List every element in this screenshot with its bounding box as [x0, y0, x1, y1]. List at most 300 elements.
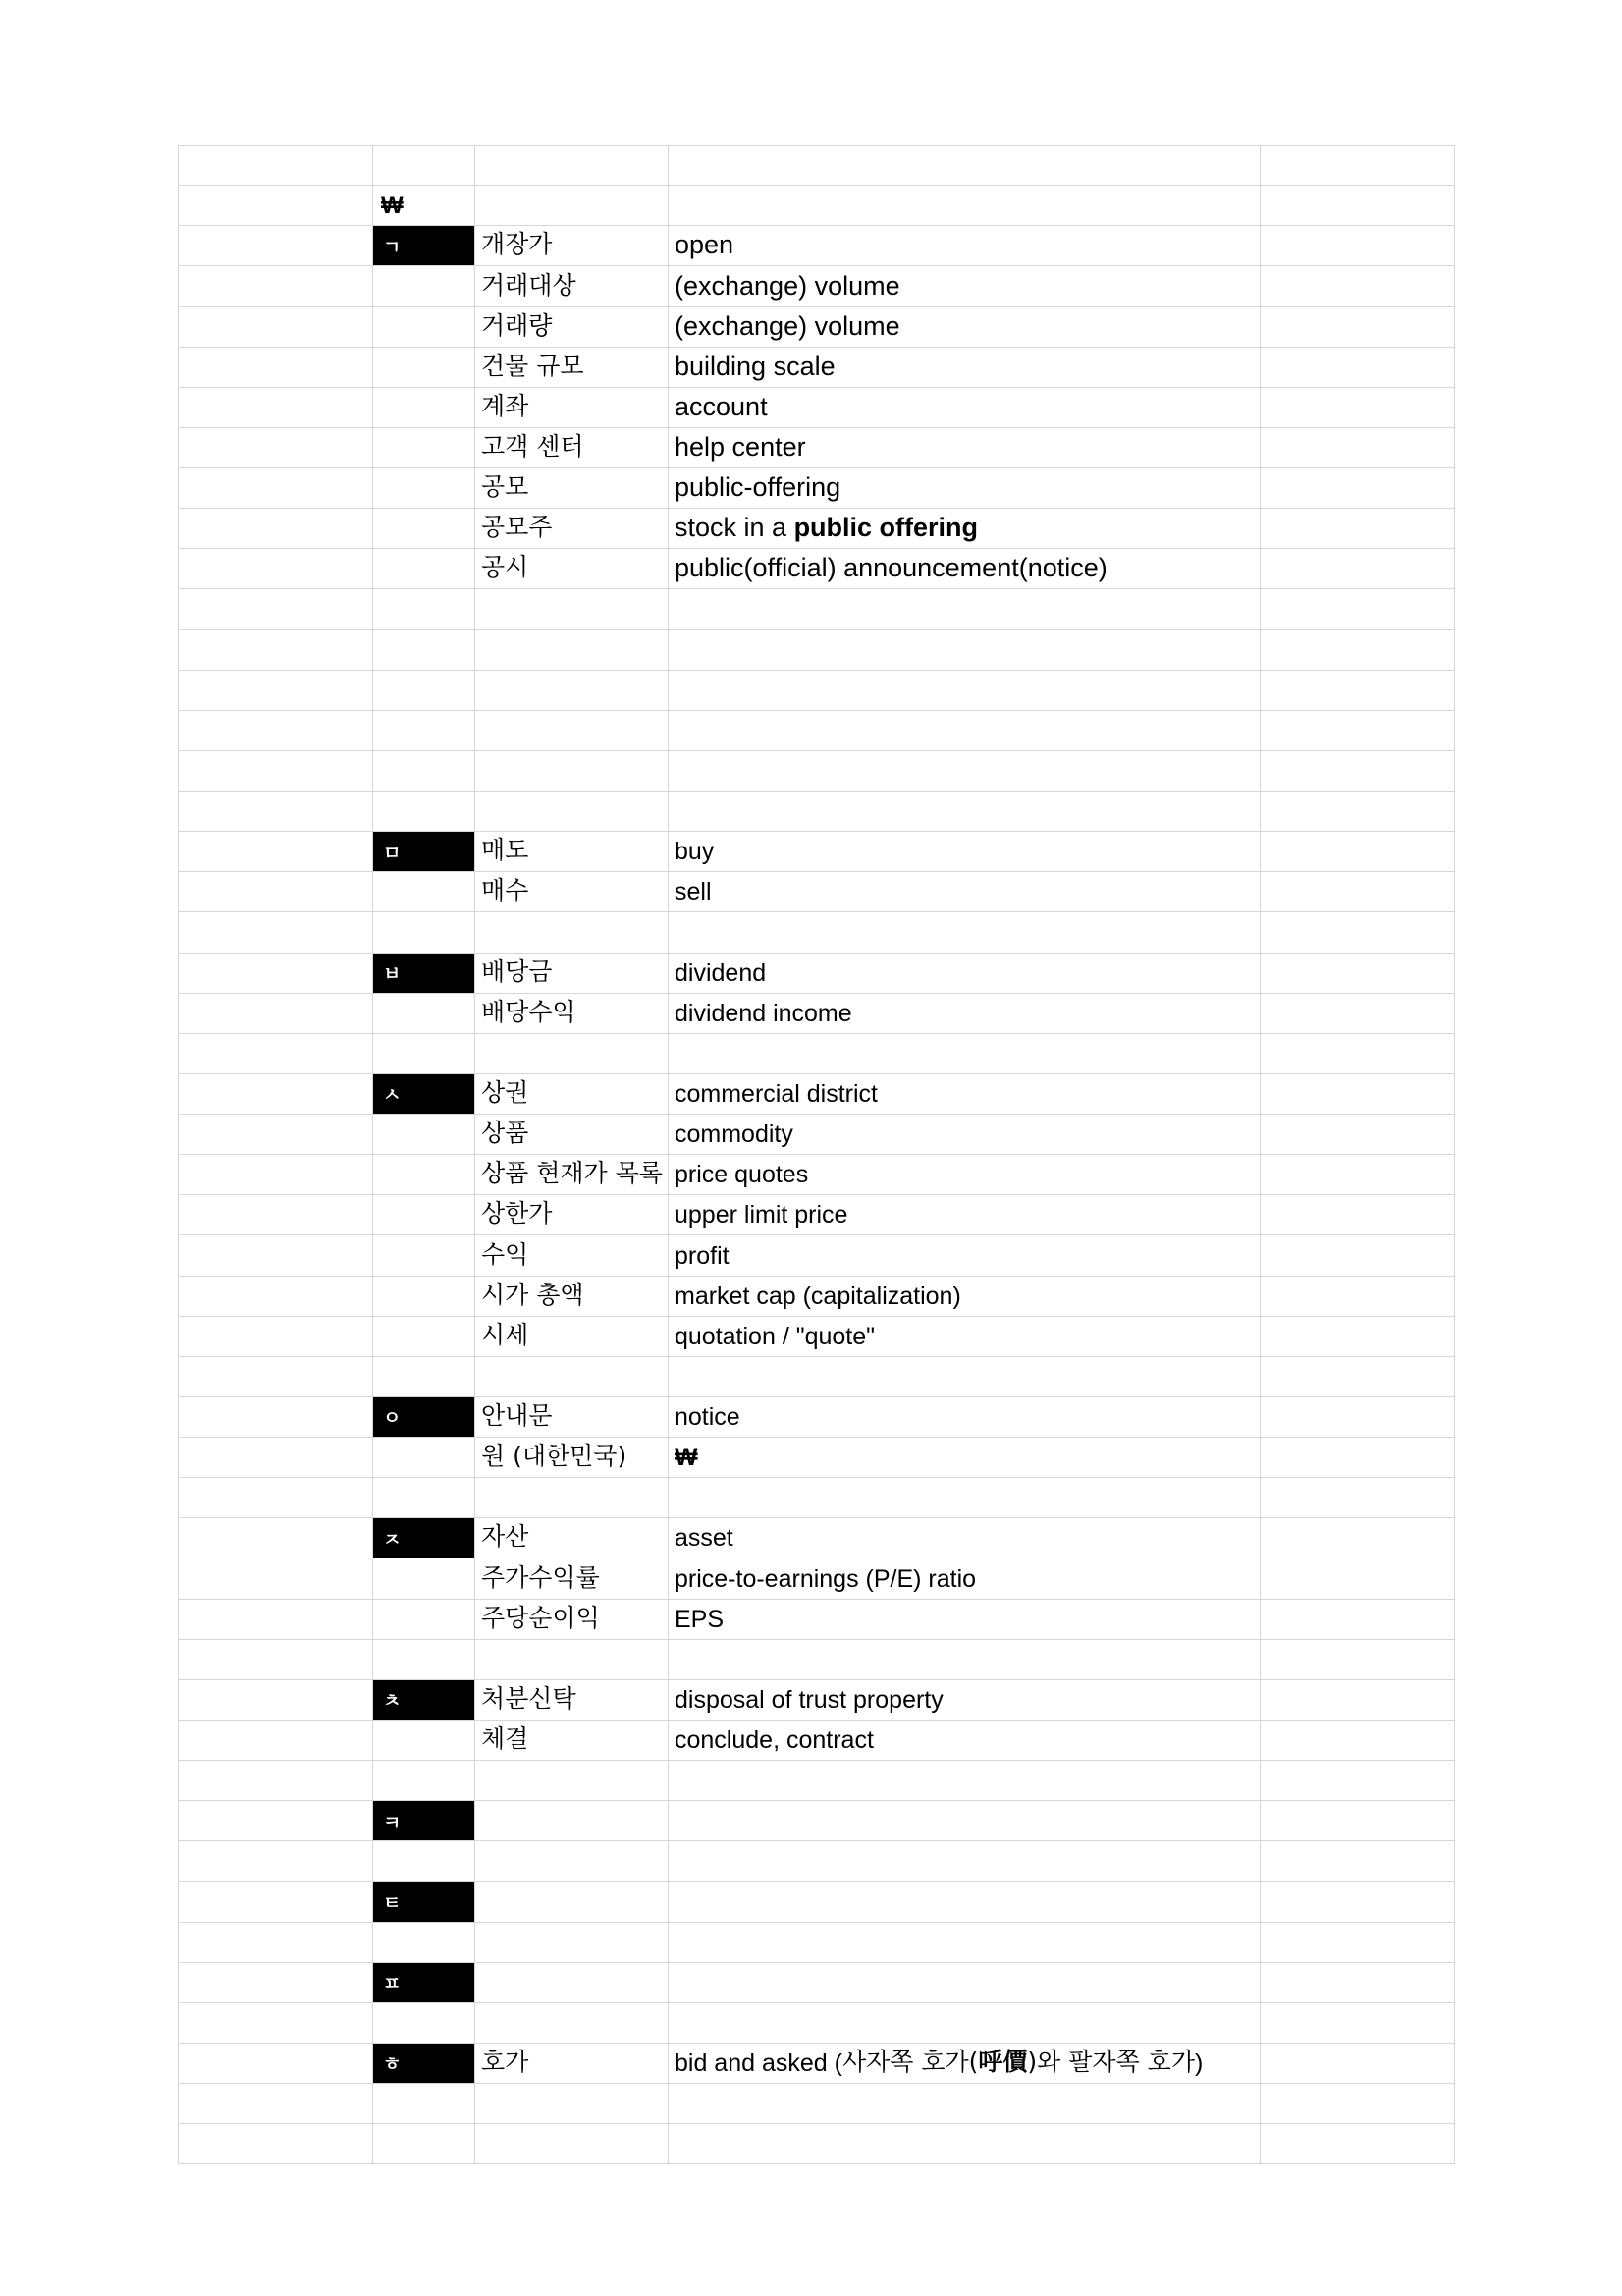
- term-cell[interactable]: [475, 1478, 669, 1518]
- term-cell[interactable]: [475, 1721, 669, 1761]
- grid-cell[interactable]: [178, 1518, 373, 1558]
- term-cell[interactable]: [475, 1277, 669, 1317]
- term-cell[interactable]: [475, 1841, 669, 1882]
- grid-cell[interactable]: [1261, 549, 1455, 589]
- consonant-label: ㅈ: [383, 1528, 402, 1551]
- meaning-cell[interactable]: [669, 711, 1261, 751]
- grid-cell[interactable]: [1261, 1558, 1455, 1599]
- grid-cell[interactable]: [1261, 711, 1455, 751]
- grid-cell[interactable]: [178, 1882, 373, 1922]
- grid-cell[interactable]: [178, 1074, 373, 1115]
- grid-cell[interactable]: [1261, 1034, 1455, 1074]
- korean-term: 고객 센터: [481, 432, 584, 461]
- meaning-cell[interactable]: [669, 549, 1261, 589]
- table-row: [178, 671, 1455, 711]
- english-meaning: stock in a: [675, 513, 794, 543]
- meaning-cell[interactable]: [669, 428, 1261, 468]
- table-row: [178, 2124, 1455, 2164]
- meaning-cell[interactable]: [669, 348, 1261, 388]
- initial-consonant-header[interactable]: [373, 2044, 475, 2084]
- grid-cell[interactable]: [1261, 145, 1455, 186]
- grid-cell[interactable]: [1261, 872, 1455, 912]
- korean-term: 주당순이익: [481, 1603, 600, 1632]
- grid-cell[interactable]: [178, 954, 373, 994]
- meaning-cell[interactable]: [669, 872, 1261, 912]
- grid-cell[interactable]: [1261, 751, 1455, 792]
- grid-cell[interactable]: [373, 2084, 475, 2124]
- table-row: [178, 549, 1455, 589]
- grid-cell[interactable]: [1261, 1721, 1455, 1761]
- grid-cell[interactable]: [178, 468, 373, 509]
- term-cell[interactable]: [475, 1761, 669, 1801]
- grid-cell[interactable]: [178, 1923, 373, 1963]
- grid-cell[interactable]: [1261, 832, 1455, 872]
- grid-cell[interactable]: [1261, 1801, 1455, 1841]
- term-cell[interactable]: [475, 1317, 669, 1357]
- term-cell[interactable]: [475, 428, 669, 468]
- grid-cell[interactable]: [373, 1034, 475, 1074]
- grid-cell[interactable]: [373, 1841, 475, 1882]
- meaning-cell[interactable]: [669, 1195, 1261, 1235]
- meaning-cell[interactable]: [669, 751, 1261, 792]
- meaning-cell[interactable]: [669, 671, 1261, 711]
- table-row: [178, 1923, 1455, 1963]
- grid-cell[interactable]: [178, 348, 373, 388]
- meaning-cell[interactable]: [669, 1235, 1261, 1276]
- term-cell[interactable]: [475, 1115, 669, 1155]
- grid-cell[interactable]: [178, 1640, 373, 1680]
- term-cell[interactable]: [475, 751, 669, 792]
- english-meaning: dividend: [675, 958, 767, 987]
- grid-cell[interactable]: [373, 1600, 475, 1640]
- grid-cell[interactable]: [1261, 994, 1455, 1034]
- term-cell[interactable]: [475, 954, 669, 994]
- term-cell[interactable]: [475, 589, 669, 629]
- grid-cell[interactable]: [178, 2084, 373, 2124]
- initial-consonant-header[interactable]: [373, 1518, 475, 1558]
- grid-cell[interactable]: [178, 1034, 373, 1074]
- term-cell[interactable]: [475, 1680, 669, 1721]
- initial-consonant-header[interactable]: [373, 226, 475, 266]
- term-cell[interactable]: [475, 145, 669, 186]
- term-cell[interactable]: [475, 1923, 669, 1963]
- meaning-cell[interactable]: [669, 1155, 1261, 1195]
- grid-cell[interactable]: [1261, 589, 1455, 629]
- meaning-cell[interactable]: [669, 2084, 1261, 2124]
- meaning-cell[interactable]: [669, 1357, 1261, 1397]
- initial-consonant-header[interactable]: [373, 1680, 475, 1721]
- meaning-cell[interactable]: [669, 2044, 1261, 2084]
- grid-cell[interactable]: [373, 2003, 475, 2044]
- meaning-cell[interactable]: [669, 1680, 1261, 1721]
- grid-cell[interactable]: [178, 549, 373, 589]
- won-symbol: ₩: [381, 192, 404, 220]
- meaning-cell[interactable]: [669, 630, 1261, 671]
- grid-cell[interactable]: [178, 186, 373, 226]
- grid-cell[interactable]: [1261, 1923, 1455, 1963]
- grid-cell[interactable]: [1261, 266, 1455, 306]
- term-cell[interactable]: [475, 630, 669, 671]
- term-cell[interactable]: [475, 792, 669, 832]
- term-cell[interactable]: [475, 1640, 669, 1680]
- meaning-cell[interactable]: [669, 912, 1261, 953]
- meaning-cell[interactable]: [669, 1438, 1261, 1478]
- meaning-cell[interactable]: [669, 2003, 1261, 2044]
- meaning-cell[interactable]: [669, 792, 1261, 832]
- grid-cell[interactable]: [178, 589, 373, 629]
- grid-cell[interactable]: [373, 792, 475, 832]
- grid-cell[interactable]: [178, 1357, 373, 1397]
- grid-cell[interactable]: [373, 145, 475, 186]
- table-row: [178, 1558, 1455, 1599]
- english-meaning: quotation / "quote": [675, 1322, 876, 1350]
- grid-cell[interactable]: [178, 1155, 373, 1195]
- grid-cell[interactable]: [178, 1801, 373, 1841]
- grid-cell[interactable]: [1261, 792, 1455, 832]
- meaning-cell[interactable]: [669, 1640, 1261, 1680]
- consonant-label: ㅌ: [383, 1891, 402, 1914]
- term-cell[interactable]: [475, 2044, 669, 2084]
- grid-cell[interactable]: [1261, 1397, 1455, 1438]
- term-cell[interactable]: [475, 1074, 669, 1115]
- meaning-cell[interactable]: [669, 994, 1261, 1034]
- term-cell[interactable]: [475, 1518, 669, 1558]
- grid-cell[interactable]: [178, 872, 373, 912]
- grid-cell[interactable]: [373, 1923, 475, 1963]
- grid-cell[interactable]: [1261, 1841, 1455, 1882]
- term-cell[interactable]: [475, 1558, 669, 1599]
- grid-cell[interactable]: [373, 509, 475, 549]
- grid-cell[interactable]: [178, 2044, 373, 2084]
- meaning-cell[interactable]: [669, 1277, 1261, 1317]
- grid-cell[interactable]: [178, 630, 373, 671]
- korean-term: 상권: [481, 1078, 529, 1107]
- grid-cell[interactable]: [373, 1721, 475, 1761]
- korean-term: 호가: [481, 2048, 529, 2076]
- meaning-cell[interactable]: [669, 307, 1261, 348]
- grid-cell[interactable]: [373, 711, 475, 751]
- grid-cell[interactable]: [178, 388, 373, 428]
- grid-cell[interactable]: [178, 792, 373, 832]
- won-symbol-cell[interactable]: [373, 186, 475, 226]
- table-row: [178, 1397, 1455, 1438]
- table-row: [178, 1235, 1455, 1276]
- grid-cell[interactable]: [178, 1841, 373, 1882]
- table-row: [178, 1640, 1455, 1680]
- grid-cell[interactable]: [373, 751, 475, 792]
- grid-cell[interactable]: [1261, 1277, 1455, 1317]
- grid-cell[interactable]: [1261, 1195, 1455, 1235]
- table-row: [178, 1317, 1455, 1357]
- meaning-cell[interactable]: [669, 589, 1261, 629]
- grid-cell[interactable]: [1261, 388, 1455, 428]
- term-cell[interactable]: [475, 388, 669, 428]
- grid-cell[interactable]: [1261, 1317, 1455, 1357]
- meaning-cell[interactable]: [669, 1034, 1261, 1074]
- grid-cell[interactable]: [1261, 1478, 1455, 1518]
- term-cell[interactable]: [475, 186, 669, 226]
- grid-cell[interactable]: [178, 1721, 373, 1761]
- term-cell[interactable]: [475, 1155, 669, 1195]
- grid-cell[interactable]: [178, 2003, 373, 2044]
- grid-cell[interactable]: [1261, 954, 1455, 994]
- korean-term: 수익: [481, 1239, 529, 1269]
- grid-cell[interactable]: [1261, 226, 1455, 266]
- english-meaning: disposal of trust property: [675, 1685, 944, 1714]
- grid-cell[interactable]: [178, 307, 373, 348]
- grid-cell[interactable]: [373, 1277, 475, 1317]
- grid-cell[interactable]: [1261, 428, 1455, 468]
- grid-cell[interactable]: [178, 832, 373, 872]
- grid-cell[interactable]: [178, 1397, 373, 1438]
- meaning-cell[interactable]: [669, 1761, 1261, 1801]
- grid-cell[interactable]: [178, 671, 373, 711]
- english-meaning: 사자쪽 호가(: [841, 2048, 979, 2076]
- grid-cell[interactable]: [178, 1115, 373, 1155]
- initial-consonant-header[interactable]: [373, 1882, 475, 1922]
- initial-consonant-header[interactable]: [373, 1963, 475, 2003]
- table-row: [178, 954, 1455, 994]
- grid-cell[interactable]: [373, 1558, 475, 1599]
- term-cell[interactable]: [475, 509, 669, 549]
- grid-cell[interactable]: [373, 388, 475, 428]
- term-cell[interactable]: [475, 912, 669, 953]
- table-row: [178, 1801, 1455, 1841]
- initial-consonant-header[interactable]: [373, 832, 475, 872]
- meaning-cell[interactable]: [669, 1478, 1261, 1518]
- meaning-cell[interactable]: [669, 509, 1261, 549]
- term-cell[interactable]: [475, 348, 669, 388]
- meaning-cell[interactable]: [669, 1801, 1261, 1841]
- grid-cell[interactable]: [373, 1155, 475, 1195]
- term-cell[interactable]: [475, 994, 669, 1034]
- grid-cell[interactable]: [1261, 2044, 1455, 2084]
- meaning-cell[interactable]: [669, 1882, 1261, 1922]
- grid-cell[interactable]: [1261, 912, 1455, 953]
- grid-cell[interactable]: [178, 1680, 373, 1721]
- grid-cell[interactable]: [178, 509, 373, 549]
- grid-cell[interactable]: [373, 1357, 475, 1397]
- meaning-cell[interactable]: [669, 1074, 1261, 1115]
- term-cell[interactable]: [475, 1357, 669, 1397]
- table-row: [178, 1115, 1455, 1155]
- korean-term: 공모: [481, 472, 529, 502]
- grid-cell[interactable]: [1261, 671, 1455, 711]
- english-meaning: public(official) announcement(notice): [675, 553, 1108, 583]
- meaning-cell[interactable]: [669, 145, 1261, 186]
- term-cell[interactable]: [475, 1438, 669, 1478]
- grid-cell[interactable]: [178, 1438, 373, 1478]
- grid-cell[interactable]: [373, 1195, 475, 1235]
- grid-cell[interactable]: [1261, 307, 1455, 348]
- grid-cell[interactable]: [1261, 2084, 1455, 2124]
- grid-cell[interactable]: [178, 1317, 373, 1357]
- initial-consonant-header[interactable]: [373, 954, 475, 994]
- grid-cell[interactable]: [1261, 1235, 1455, 1276]
- term-cell[interactable]: [475, 1034, 669, 1074]
- term-cell[interactable]: [475, 711, 669, 751]
- korean-term: 건물 규모: [481, 351, 584, 380]
- meaning-cell[interactable]: [669, 266, 1261, 306]
- table-row: [178, 1680, 1455, 1721]
- grid-cell[interactable]: [373, 307, 475, 348]
- term-cell[interactable]: [475, 1963, 669, 2003]
- term-cell[interactable]: [475, 872, 669, 912]
- grid-cell[interactable]: [178, 2124, 373, 2164]
- meaning-cell[interactable]: [669, 1558, 1261, 1599]
- grid-cell[interactable]: [178, 994, 373, 1034]
- grid-cell[interactable]: [1261, 2124, 1455, 2164]
- grid-cell[interactable]: [373, 549, 475, 589]
- grid-cell[interactable]: [1261, 2003, 1455, 2044]
- grid-cell[interactable]: [373, 348, 475, 388]
- grid-cell[interactable]: [1261, 1882, 1455, 1922]
- english-meaning: market cap (capitalization): [675, 1282, 961, 1310]
- grid-cell[interactable]: [178, 1963, 373, 2003]
- table-row: [178, 1357, 1455, 1397]
- korean-term: 매도: [481, 836, 529, 865]
- grid-cell[interactable]: [178, 1195, 373, 1235]
- meaning-cell[interactable]: [669, 186, 1261, 226]
- grid-cell[interactable]: [1261, 1074, 1455, 1115]
- grid-cell[interactable]: [1261, 468, 1455, 509]
- grid-cell[interactable]: [1261, 1438, 1455, 1478]
- grid-cell[interactable]: [373, 1478, 475, 1518]
- meaning-cell[interactable]: [669, 954, 1261, 994]
- table-row: [178, 832, 1455, 872]
- korean-term: 배당수익: [481, 997, 576, 1026]
- meaning-cell[interactable]: [669, 1721, 1261, 1761]
- term-cell[interactable]: [475, 2124, 669, 2164]
- grid-cell[interactable]: [373, 2124, 475, 2164]
- grid-cell[interactable]: [1261, 186, 1455, 226]
- table-row: [178, 1518, 1455, 1558]
- grid-cell[interactable]: [178, 912, 373, 953]
- term-cell[interactable]: [475, 1235, 669, 1276]
- meaning-cell[interactable]: [669, 468, 1261, 509]
- meaning-cell[interactable]: [669, 1317, 1261, 1357]
- meaning-cell[interactable]: [669, 1115, 1261, 1155]
- grid-cell[interactable]: [373, 428, 475, 468]
- grid-cell[interactable]: [373, 994, 475, 1034]
- grid-cell[interactable]: [178, 1600, 373, 1640]
- grid-cell[interactable]: [1261, 1115, 1455, 1155]
- grid-cell[interactable]: [1261, 509, 1455, 549]
- term-cell[interactable]: [475, 1195, 669, 1235]
- grid-cell[interactable]: [373, 912, 475, 953]
- grid-cell[interactable]: [373, 872, 475, 912]
- grid-cell[interactable]: [178, 1761, 373, 1801]
- term-cell[interactable]: [475, 832, 669, 872]
- english-meaning: (exchange) volume: [675, 270, 900, 301]
- grid-cell[interactable]: [1261, 1761, 1455, 1801]
- grid-cell[interactable]: [373, 1761, 475, 1801]
- grid-cell[interactable]: [373, 1235, 475, 1276]
- grid-cell[interactable]: [178, 428, 373, 468]
- grid-cell[interactable]: [1261, 1600, 1455, 1640]
- korean-term: 매수: [481, 876, 529, 905]
- grid-cell[interactable]: [373, 266, 475, 306]
- grid-cell[interactable]: [1261, 1640, 1455, 1680]
- term-cell[interactable]: [475, 1600, 669, 1640]
- initial-consonant-header[interactable]: [373, 1397, 475, 1438]
- grid-cell[interactable]: [373, 1640, 475, 1680]
- english-meaning: conclude, contract: [675, 1726, 874, 1754]
- grid-cell[interactable]: [178, 145, 373, 186]
- grid-cell[interactable]: [1261, 1155, 1455, 1195]
- term-cell[interactable]: [475, 468, 669, 509]
- english-meaning: )와 팔자쪽 호가: [1027, 2048, 1195, 2076]
- grid-cell[interactable]: [178, 1478, 373, 1518]
- grid-cell[interactable]: [373, 1115, 475, 1155]
- english-meaning: notice: [675, 1403, 740, 1431]
- grid-cell[interactable]: [178, 1558, 373, 1599]
- term-cell[interactable]: [475, 266, 669, 306]
- term-cell[interactable]: [475, 549, 669, 589]
- grid-cell[interactable]: [373, 671, 475, 711]
- grid-cell[interactable]: [178, 751, 373, 792]
- grid-cell[interactable]: [1261, 1357, 1455, 1397]
- english-meaning: buy: [675, 838, 715, 866]
- grid-cell[interactable]: [373, 468, 475, 509]
- initial-consonant-header[interactable]: [373, 1801, 475, 1841]
- grid-cell[interactable]: [1261, 1680, 1455, 1721]
- korean-term: 공모주: [481, 513, 553, 542]
- grid-cell[interactable]: [1261, 348, 1455, 388]
- term-cell[interactable]: [475, 671, 669, 711]
- english-meaning: (exchange) volume: [675, 310, 900, 341]
- meaning-cell[interactable]: [669, 1963, 1261, 2003]
- term-cell[interactable]: [475, 307, 669, 348]
- meaning-cell[interactable]: [669, 2124, 1261, 2164]
- grid-cell[interactable]: [373, 589, 475, 629]
- table-row: [178, 1761, 1455, 1801]
- term-cell[interactable]: [475, 1801, 669, 1841]
- english-meaning: account: [675, 391, 768, 421]
- meaning-cell[interactable]: [669, 1600, 1261, 1640]
- grid-cell[interactable]: [373, 1438, 475, 1478]
- meaning-cell[interactable]: [669, 1923, 1261, 1963]
- grid-cell[interactable]: [178, 1235, 373, 1276]
- grid-cell[interactable]: [178, 711, 373, 751]
- term-cell[interactable]: [475, 226, 669, 266]
- meaning-cell[interactable]: [669, 388, 1261, 428]
- meaning-cell[interactable]: [669, 1841, 1261, 1882]
- term-cell[interactable]: [475, 1397, 669, 1438]
- term-cell[interactable]: [475, 1882, 669, 1922]
- meaning-cell[interactable]: [669, 1397, 1261, 1438]
- english-meaning: building scale: [675, 351, 836, 381]
- grid-cell[interactable]: [178, 226, 373, 266]
- grid-cell[interactable]: [373, 1317, 475, 1357]
- korean-term: 계좌: [481, 391, 529, 420]
- meaning-cell[interactable]: [669, 832, 1261, 872]
- meaning-cell[interactable]: [669, 1518, 1261, 1558]
- grid-cell[interactable]: [178, 266, 373, 306]
- grid-cell[interactable]: [178, 1277, 373, 1317]
- grid-cell[interactable]: [1261, 1518, 1455, 1558]
- grid-cell[interactable]: [373, 630, 475, 671]
- korean-term: 시세: [481, 1320, 529, 1349]
- meaning-cell[interactable]: [669, 226, 1261, 266]
- term-cell[interactable]: [475, 2003, 669, 2044]
- term-cell[interactable]: [475, 2084, 669, 2124]
- grid-cell[interactable]: [1261, 1963, 1455, 2003]
- initial-consonant-header[interactable]: [373, 1074, 475, 1115]
- grid-cell[interactable]: [1261, 630, 1455, 671]
- table-row: [178, 630, 1455, 671]
- table-row: [178, 1438, 1455, 1478]
